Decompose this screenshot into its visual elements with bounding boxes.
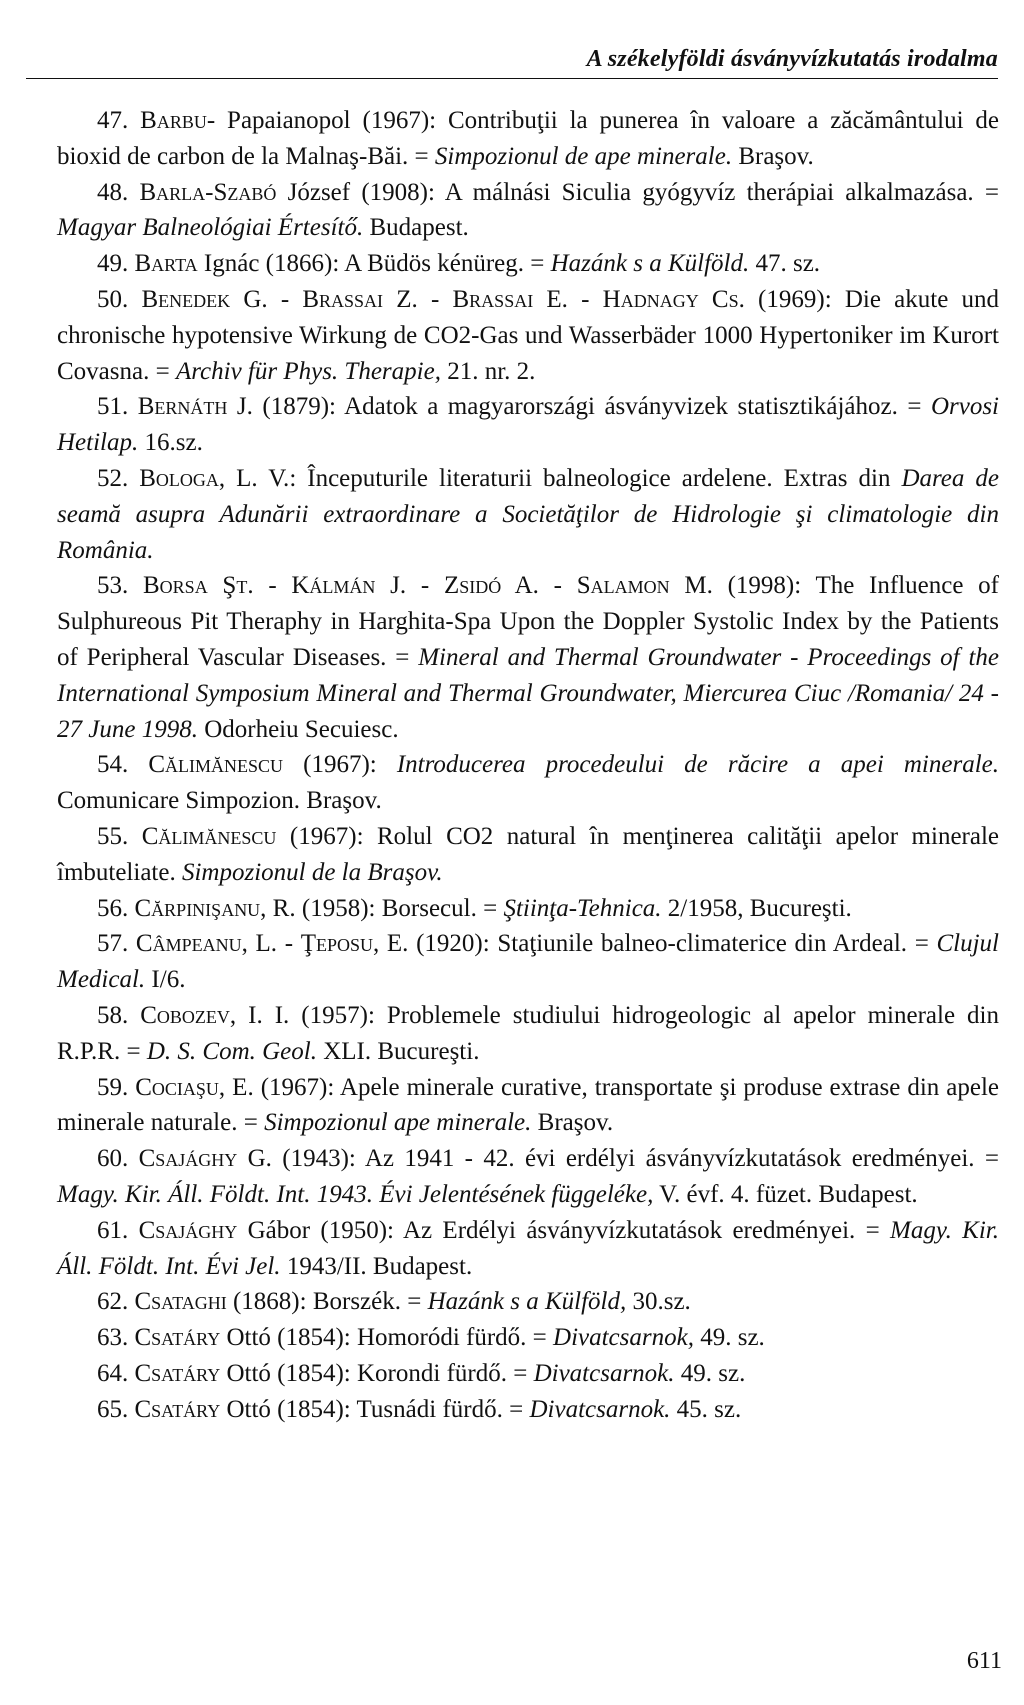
entry-text: (1868): Borszék. = — [226, 1288, 428, 1316]
entry-author: Csatáry — [134, 1395, 221, 1423]
entry-number: 59. — [97, 1073, 129, 1101]
entry-text: Ottó (1854): Korondi fürdő. = — [220, 1359, 534, 1387]
entry-number: 56. — [97, 894, 129, 922]
bibliography-entry — [57, 1320, 999, 1356]
entry-author: Barta — [134, 250, 198, 278]
entry-source: Magy. Kir. Áll. Földt. Int. 1943. Évi Jelentésének függeléke, — [57, 1180, 654, 1208]
header-title: A székelyföldi ásványvízkutatás irodalma — [586, 46, 998, 72]
entry-text: (1969): Die akute und chronische hypotensive Wirkung de CO2-Gas und Wasserbäder 1000 Hypertoniker im Kurort Covasna. = — [57, 285, 999, 385]
entry-source: Divatcsarnok, — [553, 1324, 694, 1352]
entry-tail: 2/1958, Bucureşti. — [661, 894, 852, 922]
entry-source: Simpozionul de ape minerale. — [434, 142, 733, 170]
entry-tail: Odorheiu Secuiesc. — [197, 715, 399, 743]
entry-number: 49. — [97, 250, 129, 278]
entry-source: Simpozionul ape minerale. — [264, 1109, 532, 1137]
bibliography-entry — [57, 175, 999, 247]
entry-text: (1998): The Influence of Sulphureous Pit Theraphy in Harghita-Spa Upon the Doppler Systolic Index by the Patients of Peripheral Vascular Diseases. = — [57, 572, 1000, 671]
entry-text: József (1908): A málnási Siculia gyógyvíz therápiai alkalmazása. = — [276, 178, 1000, 206]
entry-number: 65. — [97, 1395, 129, 1423]
entry-text: (1958): Borsecul. = — [295, 894, 504, 922]
entry-tail: 30.sz. — [626, 1288, 691, 1316]
entry-author: Csajághy G. — [138, 1145, 272, 1173]
entry-number: 60. — [97, 1145, 129, 1173]
entry-number: 52. — [97, 464, 129, 492]
bibliography-entry — [57, 461, 999, 568]
entry-tail: 16.sz. — [138, 429, 203, 457]
entry-source: Ştiinţa-Tehnica. — [503, 894, 662, 922]
entry-text: : Începuturile literaturii balneologice ardelene. Extras din — [289, 464, 902, 492]
bibliography-entry — [57, 1392, 999, 1428]
entry-text: Ottó (1854): Homoródi fürdő. = — [220, 1324, 554, 1352]
entry-number: 58. — [97, 1001, 129, 1029]
entry-number: 48. — [97, 178, 129, 206]
entry-tail: 45. sz. — [670, 1395, 742, 1423]
entry-text: - Papaianopol (1967): Contribuţii la punerea în valoare a zăcământului de bioxid de carbon de la Malnaş-Băi. = — [57, 107, 1000, 170]
entry-number: 47. — [97, 107, 129, 134]
entry-number: 55. — [97, 822, 129, 850]
entry-source: Mineral and Thermal Groundwater - Proceedings of the International Symposium Mineral and Thermal Groundwater, Miercurea Ciuc /Romania/ 24 - 27 June 1998. — [57, 643, 999, 743]
entry-author: Bologa, L. V. — [139, 464, 290, 492]
entry-source: Hazánk s a Külföld. — [550, 250, 750, 278]
entry-text: Ottó (1854): Tusnádi fürdő. = — [220, 1395, 530, 1423]
entry-tail: Budapest. — [363, 214, 469, 242]
bibliography-entry — [57, 1141, 999, 1213]
entry-tail: 49. sz. — [693, 1324, 765, 1352]
entry-source: Divatcsarnok. — [529, 1395, 671, 1423]
entry-number: 53. — [97, 572, 129, 600]
entry-text: (1967): Apele minerale curative, transportate şi produse extrase din apele minerale naturale. = — [57, 1073, 1000, 1137]
entry-author: Călimănescu — [141, 822, 277, 850]
entry-number: 54. — [97, 751, 129, 779]
entry-text: (1920): Staţiunile balneo-climaterice din Ardeal. = — [408, 930, 937, 958]
entry-text: (1967): — [283, 751, 397, 779]
entry-tail: 49. sz. — [674, 1359, 746, 1387]
entry-number: 50. — [97, 285, 129, 313]
entry-number: 61. — [97, 1216, 129, 1244]
bibliography-entry — [57, 568, 999, 747]
entry-text: (1879): Adatok a magyarországi ásványvizek statisztikájához. = — [252, 393, 931, 421]
running-header — [26, 44, 998, 79]
bibliography-entry — [57, 926, 999, 998]
entry-tail: Braşov. — [531, 1109, 614, 1137]
entry-author: Cărpinişanu, R. — [134, 894, 296, 922]
entry-text: (1967): Rolul CO2 natural în menţinerea calităţii apelor minerale îmbuteliate. — [57, 822, 1000, 886]
bibliography-entry — [57, 389, 999, 461]
entry-number: 63. — [97, 1324, 129, 1352]
entry-number: 62. — [97, 1288, 129, 1316]
bibliography-entry — [57, 1213, 999, 1285]
entry-source: Simpozionul de la Braşov. — [181, 858, 443, 886]
bibliography-entry — [57, 1356, 999, 1392]
entry-text: (1943): Az 1941 - 42. évi erdélyi ásványvízkutatások eredményei. = — [271, 1145, 999, 1173]
entry-author: Csatáry — [134, 1324, 221, 1352]
entry-source: Divatcsarnok. — [533, 1359, 675, 1387]
entry-source: Darea de seamă asupra Adunării extraordinare a Societăţilor de Hidrologie şi climatologie din România. — [57, 464, 999, 564]
entry-tail: I/6. — [145, 966, 186, 994]
bibliography-entry — [57, 819, 999, 891]
bibliography-entry — [57, 1070, 999, 1142]
entry-author: Borsa Şt. - Kálmán J. - Zsidó A. - Salamon M. — [143, 572, 713, 600]
bibliography-entry — [57, 246, 999, 282]
entry-author: Câmpeanu, L. - Ţeposu, E. — [135, 930, 409, 958]
entry-number: 51. — [97, 393, 129, 421]
entry-author: Csatáry — [134, 1359, 221, 1387]
bibliography-entry — [57, 1284, 999, 1320]
entry-tail: 1943/II. Budapest. — [280, 1252, 473, 1280]
entry-tail: XLI. Bucureşti. — [316, 1037, 480, 1065]
entry-tail: 21. nr. 2. — [440, 357, 536, 385]
bibliography-entry — [57, 103, 999, 175]
entry-source: Introducerea procedeului de răcire a apei minerale. — [396, 751, 999, 779]
page-number: 611 — [966, 1648, 1002, 1674]
entry-source: Magyar Balneológiai Értesítő. — [57, 214, 364, 242]
bibliography-entry — [57, 282, 999, 389]
entry-source: Hazánk s a Külföld, — [427, 1288, 627, 1316]
bibliography-list — [57, 103, 999, 1427]
entry-author: Csataghi — [134, 1288, 227, 1316]
entry-author: Bernáth J. — [137, 393, 253, 421]
entry-author: Barbu — [140, 107, 207, 134]
entry-tail: Comunicare Simpozion. Braşov. — [57, 787, 382, 815]
entry-author: Csajághy — [138, 1216, 238, 1244]
entry-number: 64. — [97, 1359, 129, 1387]
bibliography-entry — [57, 998, 999, 1070]
entry-source: D. S. Com. Geol. — [146, 1037, 317, 1065]
entry-author: Barla-Szabó — [139, 178, 277, 206]
entry-source: Clujul Medical. — [57, 930, 999, 994]
entry-text: Ignác (1866): A Büdös kénüreg. = — [197, 250, 551, 278]
bibliography-entry — [57, 747, 999, 819]
entry-text: (1957): Problemele studiului hidrogeologic al apelor minerale din R.P.R. = — [57, 1001, 999, 1065]
entry-tail: V. évf. 4. füzet. Budapest. — [653, 1180, 918, 1208]
bibliography-entry — [57, 891, 999, 927]
entry-text: Gábor (1950): Az Erdélyi ásványvízkutatások eredményei. = — [237, 1216, 891, 1244]
entry-number: 57. — [97, 930, 129, 958]
entry-author: Cociaşu, E. — [135, 1073, 254, 1101]
entry-tail: 47. sz. — [749, 250, 821, 278]
entry-source: Orvosi Hetilap. — [57, 393, 1000, 457]
entry-author: Cobozev, I. I. — [140, 1001, 290, 1029]
entry-source: Archiv für Phys. Therapie, — [175, 357, 441, 385]
entry-tail: Braşov. — [732, 142, 814, 170]
entry-author: Benedek G. - Brassai Z. - Brassai E. - Hadnagy Cs. — [141, 285, 745, 313]
entry-source: Magy. Kir. Áll. Földt. Int. Évi Jel. — [57, 1216, 999, 1280]
entry-author: Călimănescu — [148, 751, 284, 779]
